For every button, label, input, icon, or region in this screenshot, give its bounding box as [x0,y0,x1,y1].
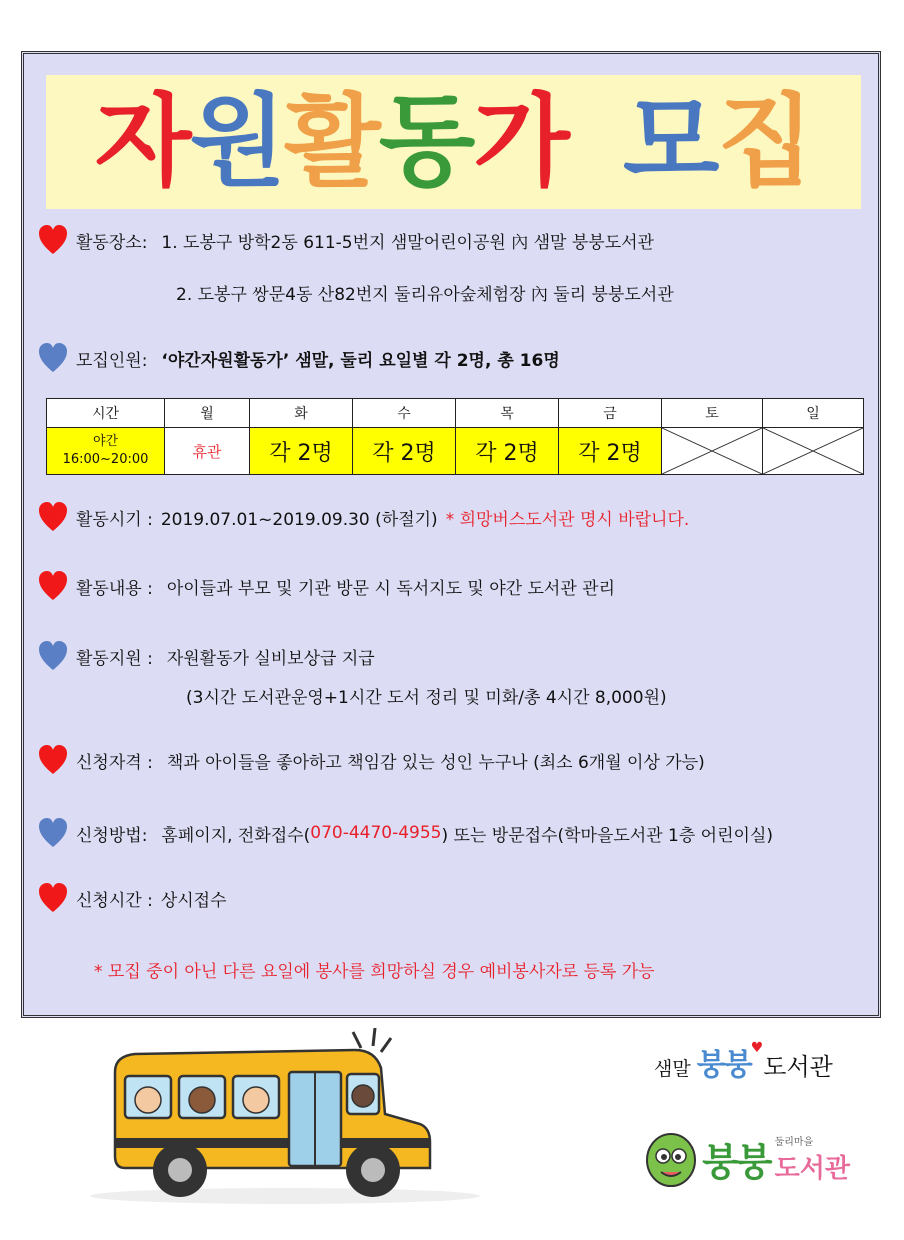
schedule-body-row [47,428,864,475]
period-label: 활동시기 : [76,509,153,530]
header-cell: 일 [763,399,864,428]
red-heart-icon [38,501,68,533]
logo1-prefix: 샘말 [654,1058,691,1080]
time-row [38,882,227,914]
cross-mark-icon [662,428,762,474]
header-cell: 월 [165,399,250,428]
poster-frame [21,51,881,1018]
logo2-small: 둘리마을 [774,1137,814,1148]
recruit-label: 모집인원: [76,350,148,371]
dooly-library-logo [645,1130,850,1188]
method-suffix: ) 또는 방문접수(학마을도서관 1층 어린이실) [441,825,774,846]
place-row [38,224,654,256]
saemmal-library-logo [654,1040,833,1084]
page-title [46,75,861,209]
empty-cell-sun [763,428,864,475]
title-char: 집 [717,83,813,200]
qualification-value: 책과 아이들을 좋아하고 책임감 있는 성인 누구나 (최소 6개월 이상 가능) [166,752,705,773]
header-cell: 토 [662,399,763,428]
logo1-name: 붕붕 [696,1048,751,1083]
logo1-suffix: 도서관 [763,1053,833,1081]
header-cell: 시간 [47,399,165,428]
blue-heart-icon [38,817,68,849]
place-line2: 2. 도봉구 쌍문4동 산82번지 둘리유아숲체험장 內 둘리 붕붕도서관 [176,285,674,305]
logo2-suffix: 도서관 [774,1154,850,1184]
qualification-row [38,744,705,776]
closed-cell: 휴관 [165,428,250,475]
title-char: 가 [473,83,568,200]
red-heart-icon [38,744,68,776]
title-char: 활 [284,83,379,200]
slot-cell: 각 2명 [559,428,662,475]
school-bus-illustration [85,1028,485,1208]
recruit-row [38,342,560,374]
header-cell: 수 [353,399,456,428]
place-label: 활동장소: [76,232,148,253]
recruit-value: ‘야간자원활동가’ 샘말, 둘리 요일별 각 2명, 총 16명 [161,350,560,371]
period-value: 2019.07.01~2019.09.30 (하절기) [160,509,438,530]
content-row [38,570,615,602]
red-heart-icon [38,224,68,256]
title-char: 동 [378,83,474,200]
method-label: 신청방법: [76,825,148,846]
red-heart-icon [38,570,68,602]
support-detail: (3시간 도서관운영+1시간 도서 정리 및 미화/총 4시간 8,000원) [186,688,667,708]
support-row [38,640,375,672]
period-row [38,501,689,533]
title-char: 자 [94,83,190,200]
title-char: 모 [622,83,718,200]
footnote: * 모집 중이 아닌 다른 요일에 봉사를 희망하실 경우 예비봉사자로 등록 가능 [94,962,655,982]
period-note: * 희망버스도서관 명시 바랍니다. [445,509,690,530]
empty-cell-sat [662,428,763,475]
schedule-table [46,398,864,475]
time-value: 상시접수 [160,890,227,911]
place-line1: 1. 도봉구 방학2동 611-5번지 샘말어린이공원 內 샘말 붕붕도서관 [161,232,654,253]
method-phone: 070-4470-4955 [310,823,442,843]
method-row [38,817,773,849]
qualification-label: 신청자격 : [76,752,153,773]
content-label: 활동내용 : [76,578,153,599]
slot-cell: 각 2명 [250,428,353,475]
header-cell: 목 [456,399,559,428]
logo1-heart-icon: ♥ [750,1040,764,1056]
time-cell [47,428,165,475]
content-value: 아이들과 부모 및 기관 방문 시 독서지도 및 야간 도서관 관리 [166,578,615,599]
method-prefix: 홈페이지, 전화접수( [161,825,311,846]
cross-mark-icon [763,428,863,474]
slot-cell: 각 2명 [456,428,559,475]
slot-cell: 각 2명 [353,428,456,475]
header-cell: 금 [559,399,662,428]
support-label: 활동지원 : [76,648,153,669]
time-range: 16:00~20:00 [62,452,149,467]
title-char: 원 [189,83,285,200]
red-heart-icon [38,882,68,914]
time-label: 신청시간 : [76,890,153,911]
support-value: 자원활동가 실비보상급 지급 [166,648,375,669]
blue-heart-icon [38,640,68,672]
dooly-character-icon [645,1130,697,1188]
blue-heart-icon [38,342,68,374]
time-label: 야간 [92,434,119,449]
header-cell: 화 [250,399,353,428]
logo2-name: 붕붕 [702,1140,770,1185]
schedule-header-row [47,399,864,428]
